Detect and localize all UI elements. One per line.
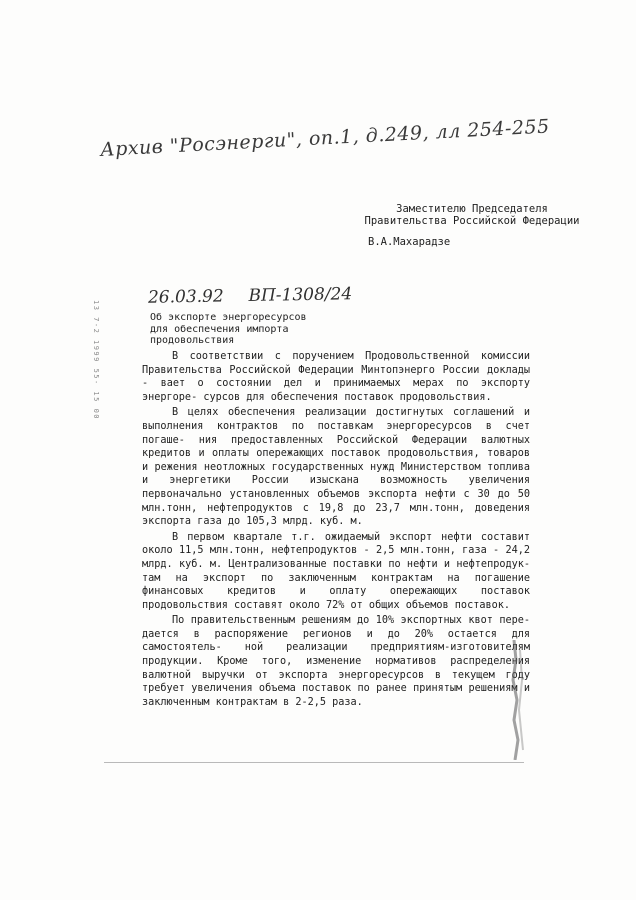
archive-handwritten-note: Архив "Росэнерги", оп.1, д.249, лл 254-255 (99, 115, 551, 161)
paragraph-1: В соответствии с поручением Продовольственной комиссии Правительства Российской Федерации Минтопэнерго России доклады - вает о состоянии дел и принимаемых мерах по экспорту энергоре- сурсов для обеспечения поставок продовольствия. (142, 351, 530, 403)
side-archive-stamp: 13 7-2 1999 55- 15 00 (92, 300, 100, 421)
addressee-title: Заместителю Председателя (396, 203, 548, 215)
paragraph-4: По правительственным решениям до 10% экспортных квот пере- дается в распоряжение регионов и до 20% остается для самостоятель- ной реализации предприятиям-изготовителям продукции. Кроме того, изменение нормативов распределения валютной выручки от экспорта энергоресурсов в текущем году требует увеличения объема поставок по ранее принятым решениям и заключенным контрактам в 2-2,5 раза. (142, 615, 530, 708)
addressee-name: В.А.Махарадзе (368, 236, 451, 248)
reference-line (148, 284, 353, 308)
addressee-block (322, 203, 622, 227)
reference-date: 26.03.92 (147, 286, 224, 308)
paragraph-3: В первом квартале т.г. ожидаемый экспорт нефти составит около 11,5 млн.тонн, нефтепродуктов - 2,5 млн.тонн, газа - 24,2 млрд. куб. м. Централизованные поставки по нефти и нефтепродук- там на экспорт по заключенным контрактам на погашение финансовых кредитов и оплату опережающих поставок продовольствия составят около 72% от общих объемов поставок. (142, 531, 530, 611)
letter-body (142, 350, 530, 711)
subject-line-3: продовольствия (150, 335, 235, 346)
subject-block (150, 312, 370, 347)
subject-line-2: для обеспечения импорта (150, 323, 289, 335)
reference-number: ВП-1308/24 (248, 284, 353, 307)
subject-line-1: Об экспорте энергоресурсов (150, 312, 307, 323)
scan-bottom-line (104, 762, 524, 763)
addressee-organization: Правительства Российской Федерации (364, 215, 580, 227)
scan-edge-artifact (500, 640, 530, 760)
paragraph-2: В целях обеспечения реализации достигнутых соглашений и выполнения контрактов по поставкам энергоресурсов в счет погаше- ния предоставленных Российской Федерации валютных кредитов и оплаты опережающих поставок продовольствия, товаров и режения неотложных государственных нужд Министерством топлива и энергетики России изыскана возможность увеличения первоначально установленных объемов экспорта нефти с 30 до 50 млн.тонн, нефтепродуктов с 19,8 до 23,7 млн.тонн, доведения экспорта газа до 105,3 млрд. куб. м. (142, 407, 530, 528)
